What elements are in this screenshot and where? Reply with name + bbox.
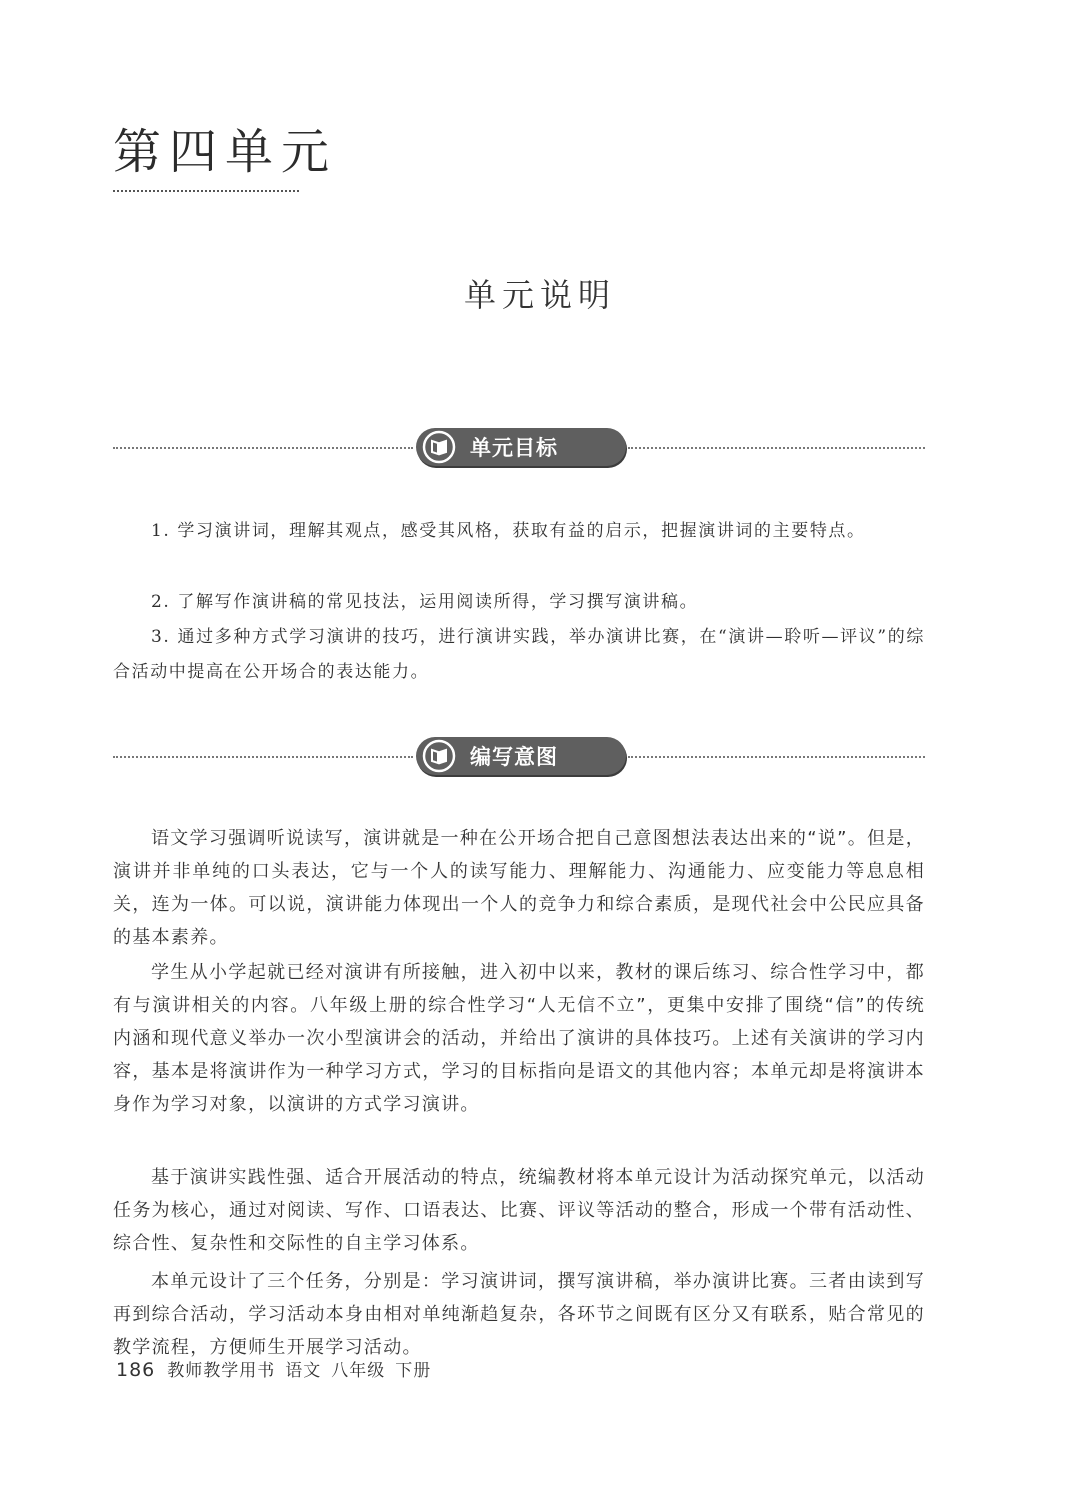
footer-subject: 语文 xyxy=(285,1361,322,1381)
goals-label: 单元目标 xyxy=(470,436,558,460)
goal-item-3: 3. 通过多种方式学习演讲的技巧，进行演讲实践，举办演讲比赛，在“演讲—聆听—评议”的综合活动中提高在公开场合的表达能力。 xyxy=(113,627,925,682)
unit-title: 第四单元 xyxy=(113,124,338,180)
book-icon xyxy=(420,428,458,466)
divider-dots-right xyxy=(628,756,925,758)
page-number: 186 xyxy=(116,1359,156,1381)
footer-grade: 八年级 xyxy=(331,1361,386,1381)
goal-item-2: 2. 了解写作演讲稿的常见技法，运用阅读所得，学习撰写演讲稿。 xyxy=(151,592,699,612)
goals-label-pill xyxy=(416,428,626,466)
book-icon xyxy=(420,737,458,775)
footer-book: 教师教学用书 xyxy=(167,1361,276,1381)
intent-label-pill xyxy=(416,737,626,775)
divider-dots-right xyxy=(628,447,925,449)
goal-item-1: 1. 学习演讲词，理解其观点，感受其风格，获取有益的启示，把握演讲词的主要特点。 xyxy=(151,521,866,541)
intent-paragraph-2: 学生从小学起就已经对演讲有所接触，进入初中以来，教材的课后练习、综合性学习中，都有与演讲相关的内容。八年级上册的综合性学习“人无信不立”，更集中安排了围绕“信”的传统内涵和现代意义举办一次小型演讲会的活动，并给出了演讲的具体技巧。上述有关演讲的学习内容，基本是将演讲作为一种学习方式，学习的目标指向是语文的其他内容；本单元却是将演讲本身作为学习对象，以演讲的方式学习演讲。 xyxy=(113,962,925,1115)
intent-divider xyxy=(113,737,925,777)
intent-label: 编写意图 xyxy=(470,745,558,769)
divider-dots-left xyxy=(113,447,413,449)
section-heading: 单元说明 xyxy=(463,276,616,314)
page-footer xyxy=(116,1356,441,1381)
intent-paragraph-4: 本单元设计了三个任务，分别是：学习演讲词，撰写演讲稿，举办演讲比赛。三者由读到写再到综合活动，学习活动本身由相对单纯渐趋复杂，各环节之间既有区分又有联系，贴合常见的教学流程，方便师生开展学习活动。 xyxy=(113,1271,925,1358)
footer-volume: 下册 xyxy=(395,1361,432,1381)
divider-dots-left xyxy=(113,756,413,758)
goals-divider xyxy=(113,428,925,468)
intent-paragraph-1: 语文学习强调听说读写，演讲就是一种在公开场合把自己意图想法表达出来的“说”。但是，演讲并非单纯的口头表达，它与一个人的读写能力、理解能力、沟通能力、应变能力等息息相关，连为一体。可以说，演讲能力体现出一个人的竞争力和综合素质，是现代社会中公民应具备的基本素养。 xyxy=(113,828,925,948)
unit-title-underline xyxy=(113,190,299,192)
intent-paragraph-3: 基于演讲实践性强、适合开展活动的特点，统编教材将本单元设计为活动探究单元，以活动任务为核心，通过对阅读、写作、口语表达、比赛、评议等活动的整合，形成一个带有活动性、综合性、复杂性和交际性的自主学习体系。 xyxy=(113,1167,925,1254)
